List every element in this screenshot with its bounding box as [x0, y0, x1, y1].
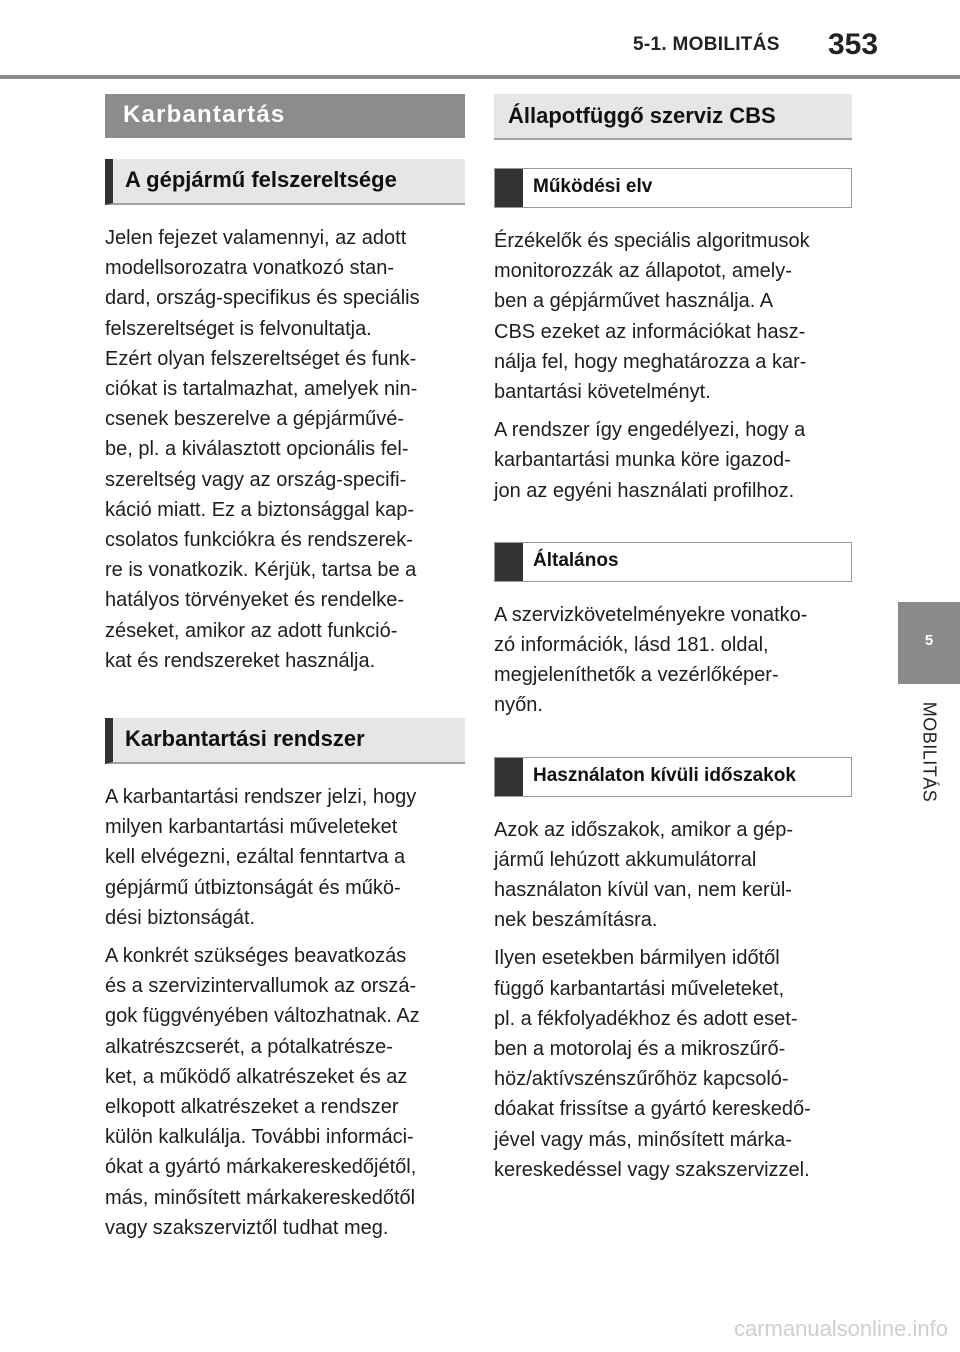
text-line: alkatrészcserét, a pótalkatrésze- — [105, 1035, 393, 1058]
page-number: 353 — [828, 28, 879, 61]
text-line: nek beszámításra. — [494, 909, 658, 932]
text-line: monitorozzák az állapotot, amely- — [494, 260, 792, 283]
paragraph-altalanos — [494, 600, 852, 721]
text-line: ben a motorolaj és a mikroszűrő- — [494, 1038, 786, 1061]
section-label: 5-1. MOBILITÁS — [633, 34, 780, 55]
block-heading-mukodesi-elv — [494, 168, 852, 208]
text-line: höz/aktívszénszűrőhöz kapcsoló- — [494, 1068, 789, 1091]
text-line: Érzékelők és speciális algoritmusok — [494, 230, 810, 252]
paragraph-mukodes-2 — [494, 415, 852, 506]
text-line: káció miatt. Ez a biztonsággal kap- — [105, 498, 415, 521]
text-line: használaton kívül van, nem kerül- — [494, 879, 792, 902]
block-heading-altalanos — [494, 542, 852, 582]
heading-label: Működési elv — [533, 176, 653, 197]
text-line: Ezért olyan felszereltséget és funk- — [105, 347, 417, 370]
text-line: Ilyen esetekben bármilyen időtől — [494, 947, 780, 970]
text-line: kereskedéssel vagy szakszervizzel. — [494, 1158, 810, 1181]
paragraph-rendszer-2 — [105, 941, 465, 1243]
text-line: A rendszer így engedélyezi, hogy a — [494, 419, 806, 442]
heading-accent-bar — [495, 543, 523, 581]
text-line: dóakat frissítse a gyártó kereskedő- — [494, 1098, 811, 1121]
paragraph-felszereltseg — [105, 223, 465, 676]
text-line: re is vonatkozik. Kérjük, tartsa be a — [105, 559, 417, 582]
text-line: elkopott alkatrészeket a rendszer — [105, 1096, 399, 1119]
subsection-heading-felszereltseg: A gépjármű felszereltsége — [105, 159, 465, 205]
watermark: carmanualsonline.info — [733, 1316, 948, 1341]
text-line: ókat a gyártó márkakereskedőjétől, — [105, 1156, 417, 1179]
text-line: pl. a fékfolyadékhoz és adott eset- — [494, 1007, 798, 1030]
text-line: zéseket, amikor az adott funkció- — [105, 619, 398, 642]
chapter-label: MOBILITÁS — [919, 701, 940, 803]
paragraph-rendszer-1 — [105, 782, 465, 933]
text-line: ciókat is tartalmazhat, amelyek nin- — [105, 378, 418, 401]
text-line: nyőn. — [494, 694, 543, 717]
text-line: gépjármű útbiztonságát és műkö- — [105, 876, 401, 899]
text-line: bantartási követelményt. — [494, 381, 711, 404]
text-line: dési biztonságát. — [105, 906, 256, 929]
text-line: megjeleníthetők a vezérlőképer- — [494, 664, 779, 687]
text-line: jon az egyéni használati profilhoz. — [494, 479, 795, 502]
section-title-karbantartas: Karbantartás — [105, 94, 465, 138]
text-line: zó információk, lásd 181. oldal, — [494, 634, 769, 657]
text-line: gok függvényében változhatnak. Az — [105, 1005, 420, 1028]
heading-label: Használaton kívüli időszakok — [533, 764, 796, 786]
text-line: A szervizkövetelményekre vonatko- — [494, 603, 808, 626]
block-heading-hasznalaton-kivuli — [494, 757, 852, 797]
text-line: ket, a működő alkatrészeket és az — [105, 1065, 408, 1088]
text-line: szereltség vagy az ország-specifi- — [105, 468, 407, 491]
heading-accent-bar — [495, 758, 523, 796]
chapter-number: 5 — [924, 632, 934, 649]
heading-accent-bar — [495, 169, 523, 207]
text-line: vagy szakszerviztől tudhat meg. — [105, 1216, 389, 1239]
text-line: csolatos funkciókra és rendszerek- — [105, 529, 413, 552]
left-column — [105, 94, 465, 1251]
heading-label: Általános — [533, 549, 619, 571]
section-title-cbs: Állapotfüggő szerviz CBS — [494, 94, 852, 140]
text-line: nálja fel, hogy meghatározza a kar- — [494, 350, 807, 373]
text-line: dard, ország-specifikus és speciális — [105, 287, 420, 310]
right-column — [494, 94, 852, 1193]
text-line: kell elvégezni, ezáltal fenntartva a — [105, 846, 406, 869]
text-line: külön kalkulálja. További informáci- — [105, 1126, 414, 1149]
text-line: jével vagy más, minősített márka- — [494, 1128, 792, 1151]
text-line: karbantartási munka köre igazod- — [494, 449, 791, 472]
text-line: és a szervizintervallumok az orszá- — [105, 975, 417, 998]
text-line: jármű lehúzott akkumulátorral — [494, 848, 757, 871]
header-rule — [0, 75, 960, 79]
text-line: más, minősített márkakereskedőtől — [105, 1186, 416, 1209]
text-line: A konkrét szükséges beavatkozás — [105, 945, 407, 968]
subsection-heading-karbantartasi-rendszer: Karbantartási rendszer — [105, 718, 465, 764]
text-line: csenek beszerelve a gépjárművé- — [105, 408, 405, 431]
text-line: ben a gépjárművet használja. A — [494, 290, 774, 313]
text-line: függő karbantartási műveleteket, — [494, 977, 785, 1000]
text-line: be, pl. a kiválasztott opcionális fel- — [105, 438, 409, 461]
text-line: Jelen fejezet valamennyi, az adott — [105, 227, 407, 249]
text-line: A karbantartási rendszer jelzi, hogy — [105, 786, 417, 809]
text-line: milyen karbantartási műveleteket — [105, 816, 398, 839]
text-line: kat és rendszereket használja. — [105, 649, 376, 672]
text-line: felszereltséget is felvonultatja. — [105, 317, 372, 340]
text-line: hatályos törvényeket és rendelke- — [105, 589, 405, 612]
text-line: modellsorozatra vonatkozó stan- — [105, 257, 395, 280]
text-line: Azok az időszakok, amikor a gép- — [494, 818, 794, 841]
paragraph-hasznalaton-1 — [494, 815, 852, 936]
paragraph-hasznalaton-2 — [494, 943, 852, 1185]
chapter-tab — [898, 602, 960, 684]
text-line: CBS ezeket az információkat hasz- — [494, 320, 806, 343]
paragraph-mukodes-1 — [494, 226, 852, 407]
